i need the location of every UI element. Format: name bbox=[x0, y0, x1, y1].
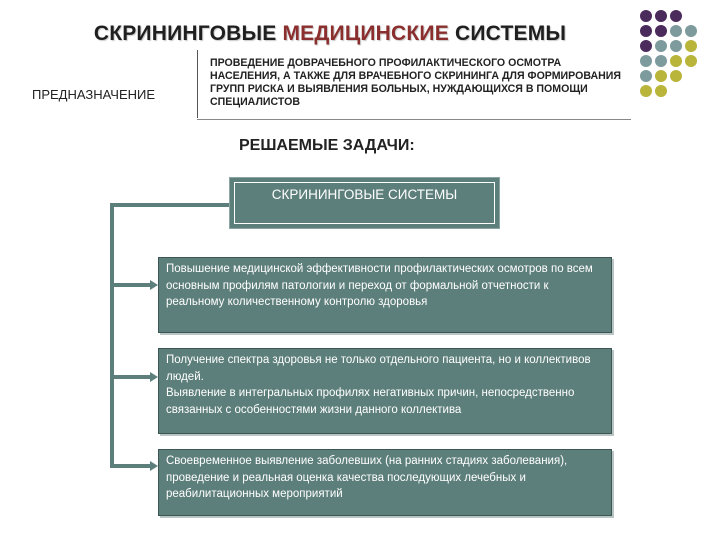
decorative-dot bbox=[655, 10, 667, 22]
task-box-3: Своевременное выявление заболевших (на ранних стадиях заболевания), проведение и реальная оценка качества последующих лечебных и реабилитационных мероприятий bbox=[158, 449, 612, 516]
decorative-dot bbox=[670, 70, 682, 82]
decorative-dots bbox=[640, 10, 710, 106]
decorative-dot bbox=[670, 25, 682, 37]
decorative-dot bbox=[670, 55, 682, 67]
slide-title bbox=[0, 22, 660, 46]
task-box-1: Повышение медицинской эффективности профилактических осмотров по всем основным профилям патологии и переход от формальной отчетности к реальному количественному контролю здоровья bbox=[158, 257, 612, 333]
decorative-dot bbox=[640, 85, 652, 97]
decorative-dot bbox=[640, 10, 652, 22]
decorative-dot bbox=[655, 85, 667, 97]
decorative-dot bbox=[655, 55, 667, 67]
arrow-head-1 bbox=[150, 280, 158, 290]
decorative-dot bbox=[640, 55, 652, 67]
decorative-dot bbox=[640, 40, 652, 52]
decorative-dot bbox=[655, 25, 667, 37]
connector-trunk bbox=[110, 203, 114, 468]
purpose-text: ПРОВЕДЕНИЕ ДОВРАЧЕБНОГО ПРОФИЛАКТИЧЕСКОГО ОСМОТРА НАСЕЛЕНИЯ, А ТАКЖЕ ДЛЯ ВРАЧЕБНОГО СКРИНИНГА ДЛЯ ФОРМИРОВАНИЯ ГРУПП РИСКА И ВЫЯВЛЕНИЯ БОЛЬНЫХ, НУЖДАЮЩИХСЯ В ПОМОЩИ СПЕЦИАЛИСТОВ bbox=[210, 57, 621, 108]
connector-branch-1 bbox=[110, 283, 150, 287]
arrow-head-3 bbox=[150, 461, 158, 471]
tasks-heading: РЕШАЕМЫЕ ЗАДАЧИ: bbox=[239, 137, 415, 154]
purpose-divider-horizontal bbox=[197, 119, 631, 120]
screening-systems-box bbox=[229, 177, 500, 229]
title-part-1: СКРИНИНГОВЫЕ bbox=[93, 22, 283, 45]
decorative-dot bbox=[670, 40, 682, 52]
screening-systems-label: СКРИНИНГОВЫЕ СИСТЕМЫ bbox=[234, 182, 495, 224]
decorative-dot bbox=[685, 25, 697, 37]
purpose-label: ПРЕДНАЗНАЧЕНИЕ bbox=[32, 87, 156, 102]
decorative-dot bbox=[685, 40, 697, 52]
title-accent: МЕДИЦИНСКИЕ bbox=[282, 22, 449, 45]
decorative-dot bbox=[640, 70, 652, 82]
decorative-dot bbox=[685, 55, 697, 67]
decorative-dot bbox=[640, 25, 652, 37]
decorative-dot bbox=[655, 70, 667, 82]
purpose-divider-vertical bbox=[197, 50, 198, 118]
connector-branch-2 bbox=[110, 375, 150, 379]
decorative-dot bbox=[655, 40, 667, 52]
task-box-2: Получение спектра здоровья не только отдельного пациента, но и коллективов людей. Выявление в интегральных профилях негативных причин, непосредственно связанных с особенностями жизни данного коллектива bbox=[158, 348, 612, 434]
arrow-head-2 bbox=[150, 372, 158, 382]
title-part-3: СИСТЕМЫ bbox=[448, 22, 567, 45]
connector-top bbox=[110, 203, 229, 207]
connector-branch-3 bbox=[110, 464, 150, 468]
decorative-dot bbox=[670, 10, 682, 22]
